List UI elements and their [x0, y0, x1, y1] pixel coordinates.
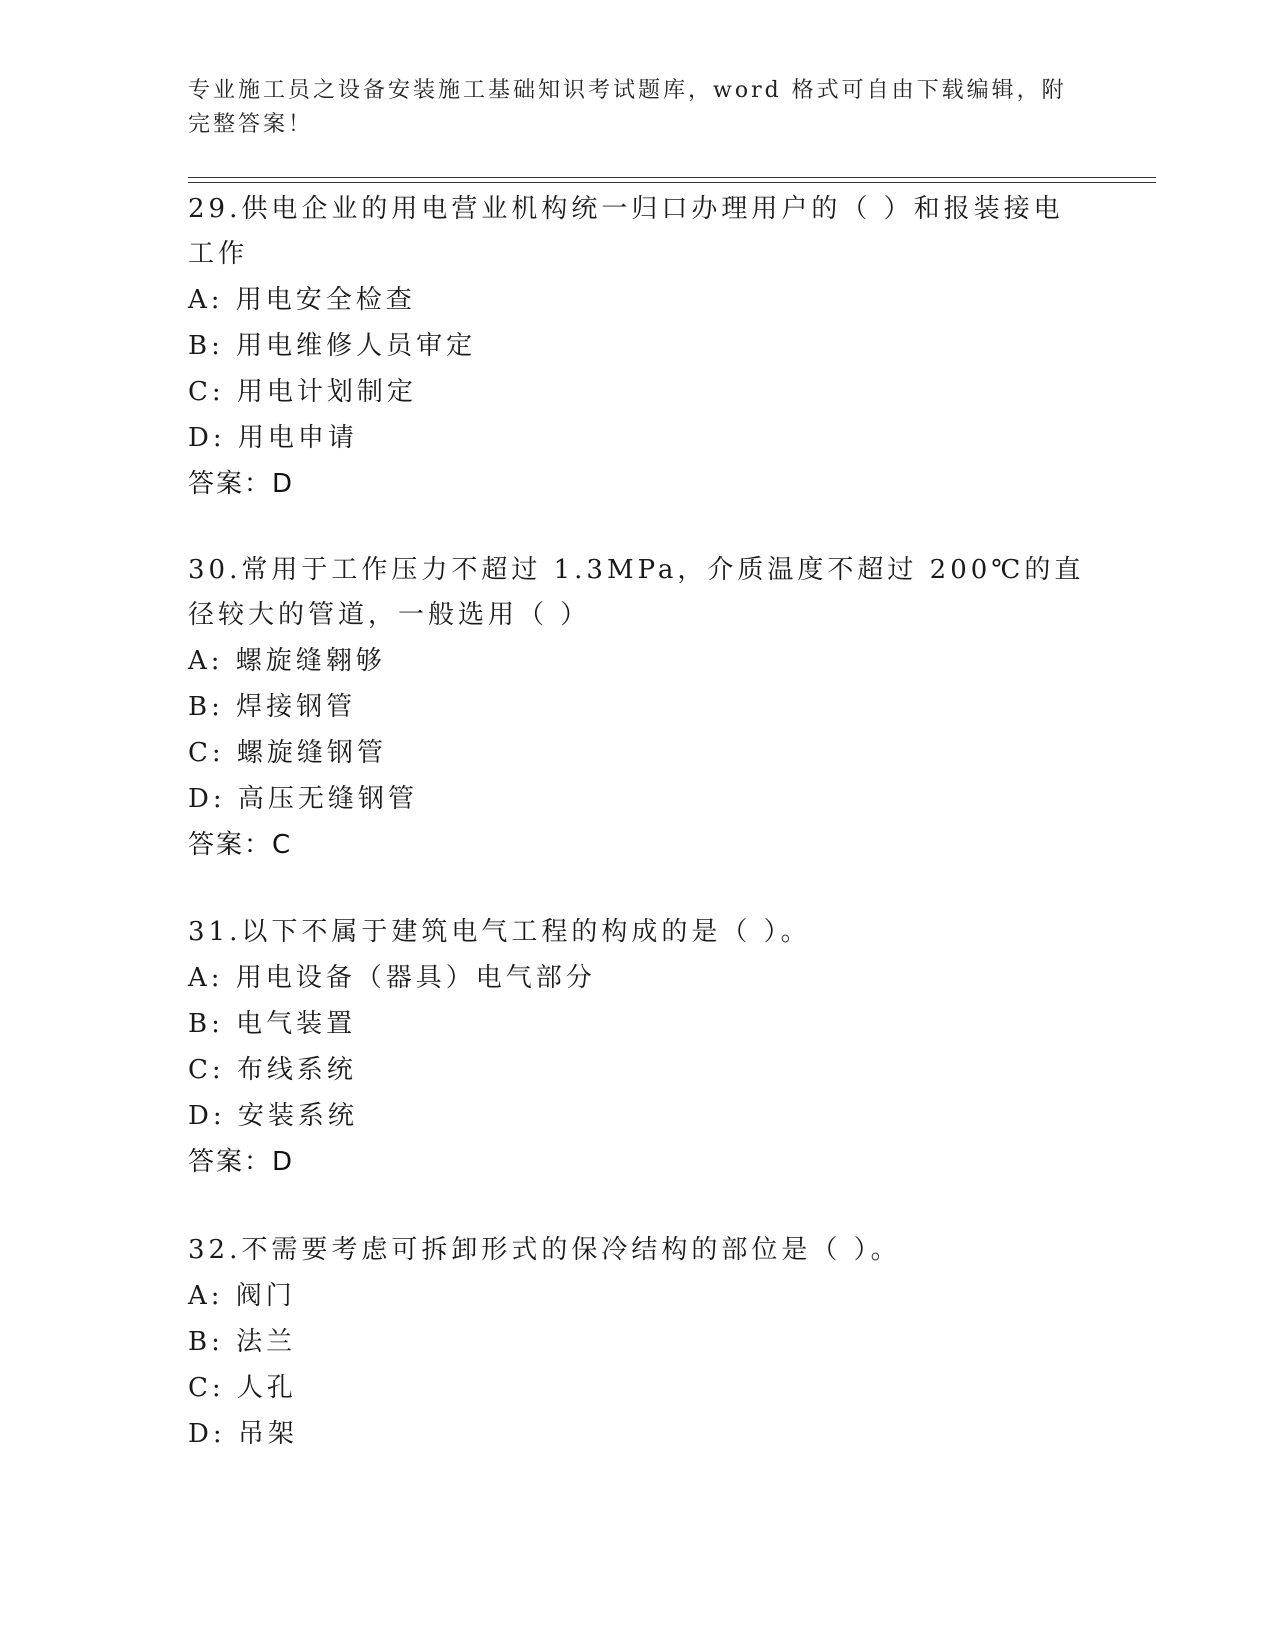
option-c: C: 人孔 — [188, 1373, 297, 1403]
option-d: D: 高压无缝钢管 — [188, 784, 418, 814]
question-stem: 30.常用于工作压力不超过 1.3MPa，介质温度不超过 200℃的直径较大的管道，一般选用（ ） — [188, 555, 1085, 630]
option-a: A: 用电设备（器具）电气部分 — [188, 963, 596, 993]
document-header: 专业施工员之设备安装施工基础知识考试题库，word 格式可自由下载编辑，附完整答案！ — [188, 78, 1067, 137]
header-divider-top — [188, 177, 1156, 178]
answer-line: 答案：D — [188, 1147, 295, 1177]
option-d: D: 用电申请 — [188, 423, 358, 453]
option-b: B: 焊接钢管 — [188, 692, 357, 722]
option-c: C: 用电计划制定 — [188, 377, 417, 407]
question-stem: 31.以下不属于建筑电气工程的构成的是（ ）。 — [188, 917, 811, 947]
option-a: A: 阀门 — [188, 1281, 296, 1311]
question-stem: 32.不需要考虑可拆卸形式的保冷结构的部位是（ ）。 — [188, 1235, 901, 1265]
answer-line: 答案：D — [188, 469, 295, 499]
header-divider-bottom — [188, 182, 1156, 183]
answer-line: 答案：C — [188, 830, 293, 860]
option-d: D: 吊架 — [188, 1419, 298, 1449]
option-c: C: 布线系统 — [188, 1055, 357, 1085]
option-d: D: 安装系统 — [188, 1101, 358, 1131]
option-b: B: 用电维修人员审定 — [188, 331, 477, 361]
question-30 — [188, 548, 1088, 868]
option-a: A: 螺旋缝翱够 — [188, 646, 386, 676]
question-31 — [188, 910, 1088, 1185]
option-a: A: 用电安全检查 — [188, 285, 416, 315]
option-b: B: 电气装置 — [188, 1009, 357, 1039]
option-b: B: 法兰 — [188, 1327, 297, 1357]
question-stem: 29.供电企业的用电营业机构统一归口办理用户的（ ）和报装接电工作 — [188, 194, 1064, 269]
question-29 — [188, 187, 1088, 507]
option-c: C: 螺旋缝钢管 — [188, 738, 387, 768]
question-32 — [188, 1228, 1088, 1457]
